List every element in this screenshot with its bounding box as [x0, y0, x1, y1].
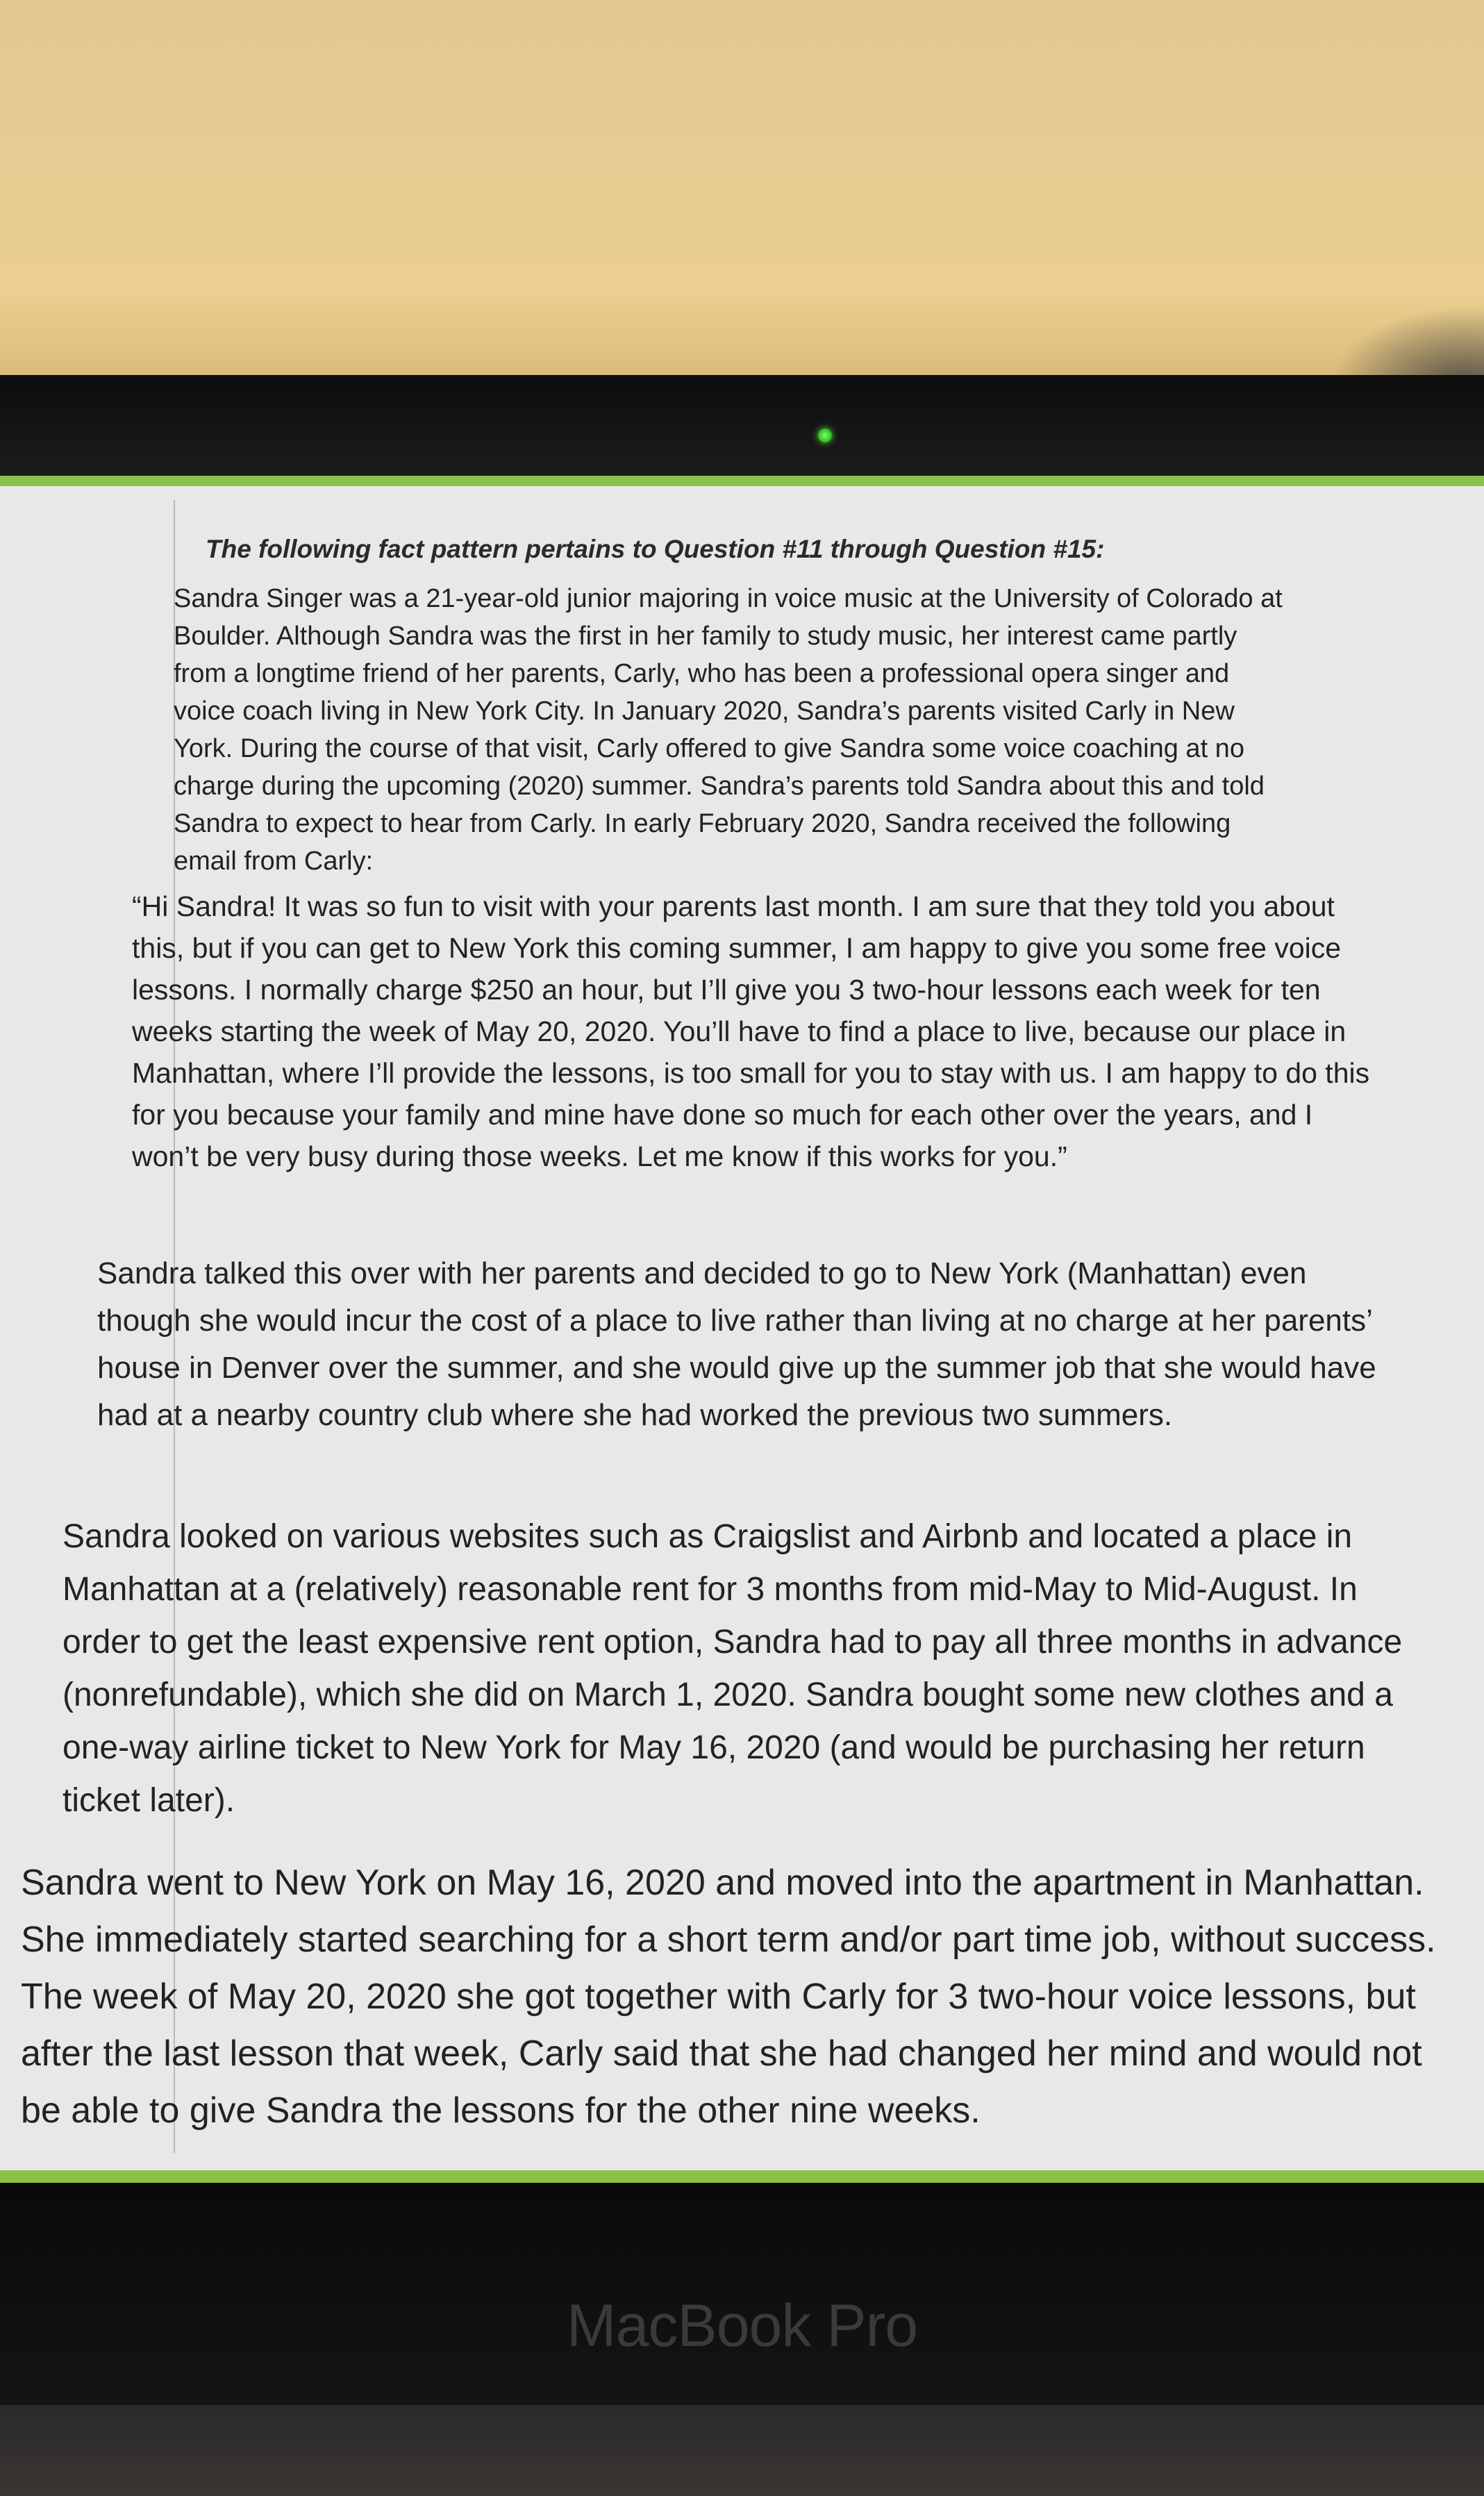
paragraph-email-quote: “Hi Sandra! It was so fun to visit with your parents last month. I am sure that they told you about this, but if you can get to New York this coming summer, I am happy to give you some free voice lessons. I normally charge $250 an hour, but I’ll give you 3 two-hour lessons each week for ten weeks starting the week of May 20, 2020. You’ll have to find a place to live, because our place in Manhattan, where I’ll provide the lessons, is too small for you to stay with us. I am happy to do this for you because your family and mine have done so much for each other over the years, and I won’t be very busy during those weeks. Let me know if this works for you.”: [132, 890, 1370, 1172]
laptop-base: [0, 2405, 1484, 2496]
fact-pattern-heading: The following fact pattern pertains to Question #11 through Question #15:: [206, 535, 1105, 563]
paragraph-outcome: Sandra went to New York on May 16, 2020 and moved into the apartment in Manhattan. She immediately started searching for a short term and/or part time job, without success. The week of May 20, 2020 she got together with Carly for 3 two-hour voice lessons, but after the last lesson that week, Carly said that she had changed her mind and would not be able to give Sandra the lessons for the other nine weeks.: [21, 1863, 1436, 2131]
screen-top-band: [0, 476, 1484, 487]
screen-bottom-band: [0, 2170, 1484, 2183]
camera-indicator-light: [818, 429, 832, 442]
laptop-screen: [0, 486, 1484, 2174]
document-page: [0, 500, 1484, 2167]
laptop-brand-logo: MacBook Pro: [566, 2293, 918, 2359]
paragraph-decision: Sandra talked this over with her parents and decided to go to New York (Manhattan) even though she would incur the cost of a place to live rather than living at no charge at her parents’ house in Denver over the summer, and she would give up the summer job that she would have had at a nearby country club where she had worked the previous two summers.: [97, 1256, 1376, 1432]
laptop-top-bezel: [0, 375, 1484, 479]
paragraph-background: Sandra Singer was a 21-year-old junior majoring in voice music at the University of Colorado at Boulder. Although Sandra was the first in her family to study music, her interest came partly from a longtime friend of her parents, Carly, who has been a professional opera singer and voice coach living in New York City. In January 2020, Sandra’s parents visited Carly in New York. During the course of that visit, Carly offered to give Sandra some voice coaching at no charge during the upcoming (2020) summer. Sandra’s parents told Sandra about this and told Sandra to expect to hear from Carly. In early February 2020, Sandra received the following email from Carly:: [174, 584, 1283, 876]
wall-background: [0, 0, 1484, 389]
paragraph-housing: Sandra looked on various websites such as Craigslist and Airbnb and located a place in Manhattan at a (relatively) reasonable rent for 3 months from mid-May to Mid-August. In order to get the least expensive rent option, Sandra had to pay all three months in advance (nonrefundable), which she did on March 1, 2020. Sandra bought some new clothes and a one-way airline ticket to New York for May 16, 2020 (and would be purchasing her return ticket later).: [62, 1518, 1403, 1819]
